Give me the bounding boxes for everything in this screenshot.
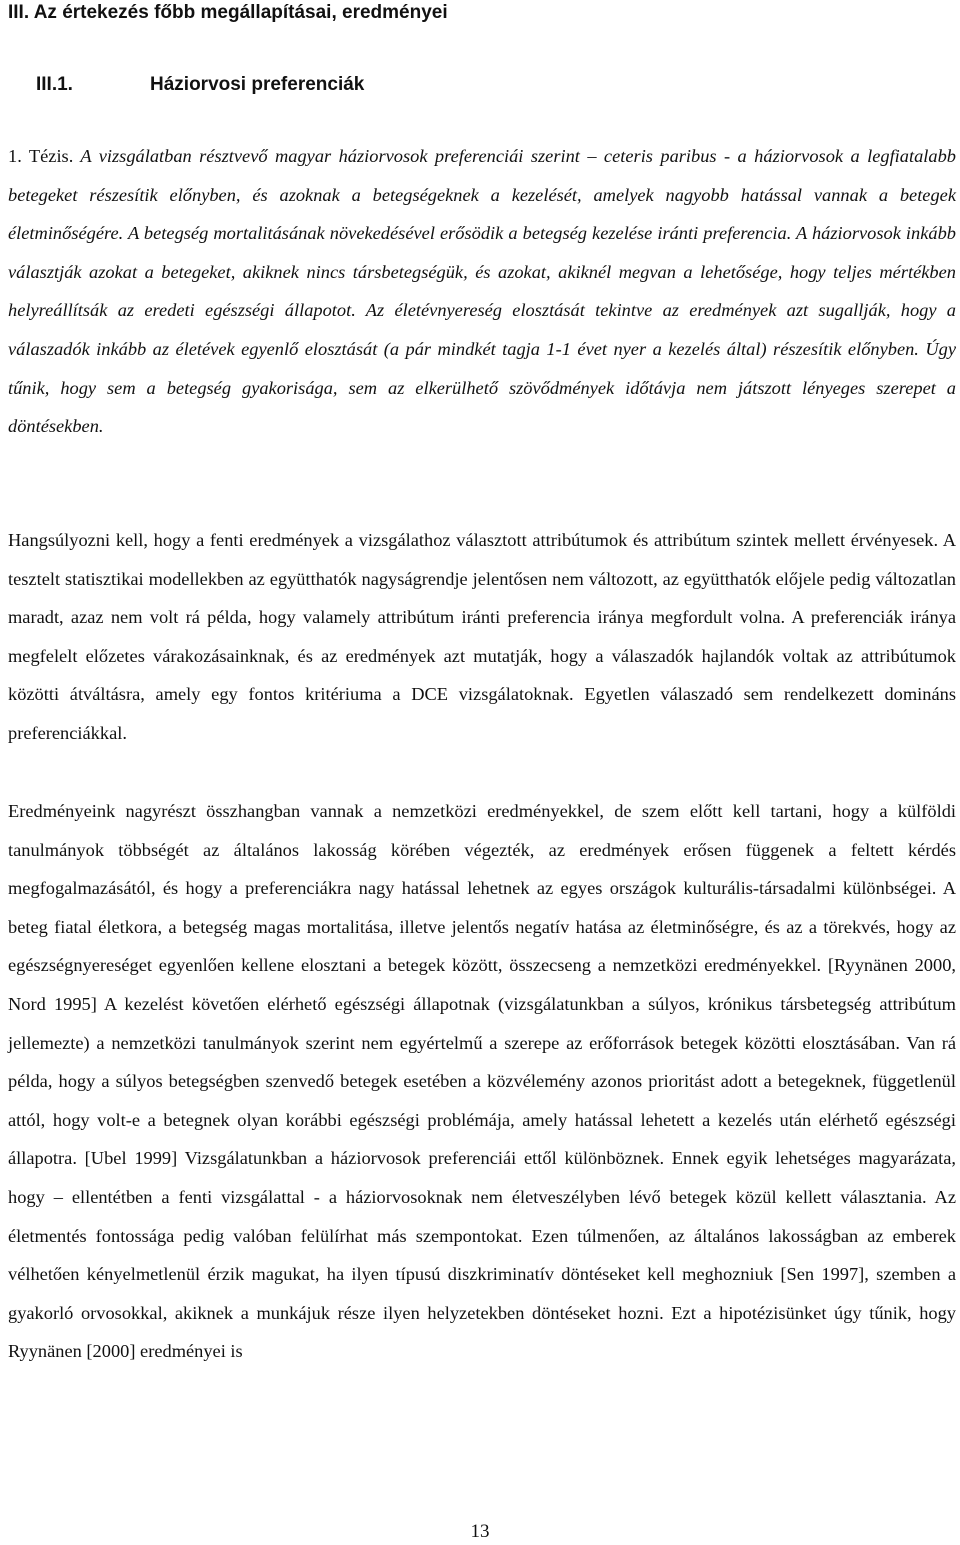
thesis-text: A vizsgálatban résztvevő magyar háziorvosok preferenciái szerint – ceteris paribus - a háziorvosok a legfiatalabb betegeket részesítik előnyben, és azoknak a betegségeknek a kezelését, amelyek nagyobb hatással vannak a betegek életminőségére. A betegség mortalitásának növekedésével erősödik a betegség kezelése iránti preferencia. A háziorvosok inkább választják azokat a betegeket, akiknek nincs társbetegségük, és azokat, akiknél megvan a lehetősége, hogy teljes mértékben helyreállítsák az eredeti egészségi állapotot. Az életévnyereség elosztását tekintve az eredmények azt sugallják, hogy a válaszadók inkább az életévek egyenlő elosztását (a pár mindkét tagja 1-1 évet nyer a kezelés által) részesítik előnyben. Úgy tűnik, hogy sem a betegség gyakorisága, sem az elkerülhető szövődmények időtávja nem játszott lényeges szerepet a döntésekben. [8,146,956,437]
section-heading: III. Az értekezés főbb megállapításai, eredményei [8,2,448,23]
thesis-label: 1. Tézis. [8,146,74,166]
subsection-number: III.1. [36,74,73,95]
body-paragraph: Eredményeink nagyrészt összhangban vannak a nemzetközi eredményekkel, de szem előtt kell tartani, hogy a külföldi tanulmányok többségét az általános lakosság körében végezték, az eredmények erősen függenek a feltett kérdés megfogalmazásától, és hogy a preferenciákra nagy hatással lehetnek az egyes országok kulturális-társadalmi különbségei. A beteg fiatal életkora, a betegség magas mortalitása, illetve jelentős negatív hatása az életminőségre, és az a törekvés, hogy az egészségnyereséget egyenlően kellene elosztani a betegek között, összecseng a nemzetközi eredményekkel. [Ryynänen 2000, Nord 1995] A kezelést követően elérhető egészségi állapotnak (vizsgálatunkban a súlyos, krónikus társbetegség attribútum jellemezte) a nemzetközi tanulmányok szerint nem egyértelmű a szerepe az erőforrások betegek közötti elosztásában. Van rá példa, hogy a súlyos betegségben szenvedő betegek esetében a közvélemény azonos prioritást adott a betegeknek, függetlenül attól, hogy volt-e a betegnek olyan korábbi egészségi problémája, amely hatással lehetett a kezelés után elérhető egészségi állapotra. [Ubel 1999] Vizsgálatunkban a háziorvosok preferenciái ettől különböznek. Ennek egyik lehetséges magyarázata, hogy – ellentétben a fenti vizsgálattal - a háziorvosoknak nem életveszélyben lévő betegek közül kellett választania. Az életmentés fontossága pedig valóban felülírhat más szempontokat. Ezen túlmenően, az általános lakosságban az emberek vélhetően kényelmetlenül érzik magukat, ha ilyen típusú diszkriminatív döntéseket kell meghozniuk [Sen 1997], szemben a gyakorló orvosokkal, akiknek a munkájuk része ilyen helyzetekben döntéseket hozni. Ezt a hipotézisünket úgy tűnik, hogy Ryynänen [2000] eredményei is [8,801,956,1362]
page-number: 13 [470,1521,490,1542]
subsection-title: Háziorvosi preferenciák [150,74,365,95]
body-paragraph: Hangsúlyozni kell, hogy a fenti eredmények a vizsgálathoz választott attribútumok és attribútum szintek mellett érvényesek. A tesztelt statisztikai modellekben az együtthatók nagyságrendje jelentősen nem változott, az együtthatók előjele pedig változatlan maradt, azaz nem volt rá példa, hogy valamely attribútum iránti preferencia iránya megfordult volna. A preferenciák iránya megfelelt előzetes várakozásainknak, és az eredmények azt mutatják, hogy a válaszadók hajlandók voltak az attribútumok közötti átváltásra, amely egy fontos kritériuma a DCE vizsgálatoknak. Egyetlen válaszadó sem rendelkezett domináns preferenciákkal. [8,530,956,743]
thesis-paragraph [8,137,956,446]
